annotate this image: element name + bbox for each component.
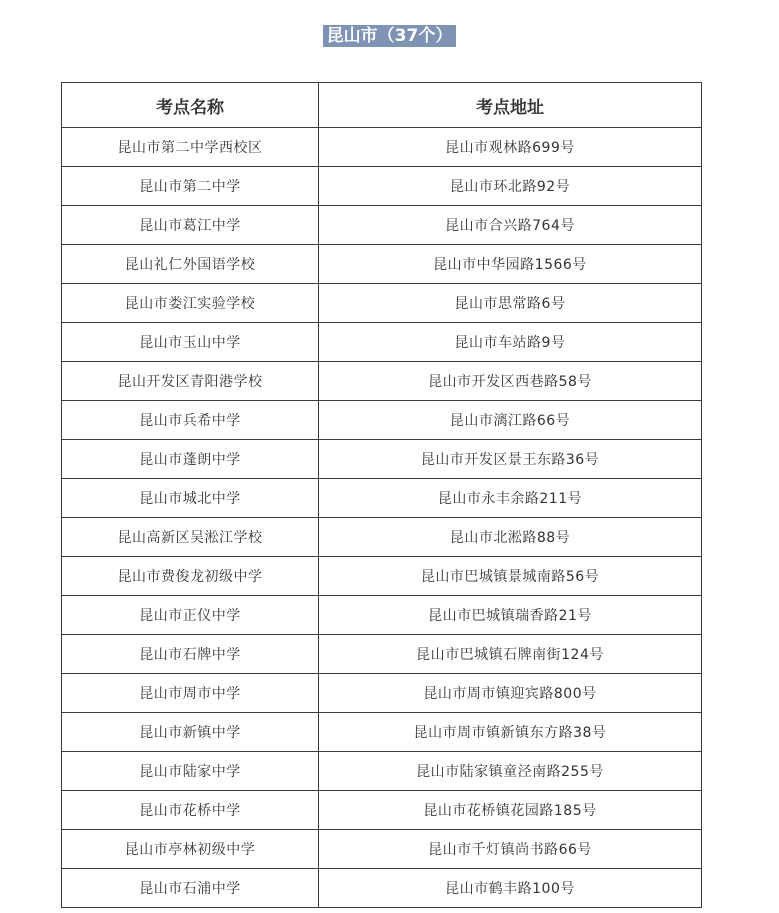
site-address-cell: 昆山市车站路9号 [319, 323, 702, 362]
page-title: 昆山市（37个） [323, 25, 457, 47]
site-address-cell: 昆山市巴城镇景城南路56号 [319, 557, 702, 596]
site-name-cell: 昆山市正仪中学 [62, 596, 319, 635]
site-address-cell: 昆山市思常路6号 [319, 284, 702, 323]
table-row [62, 830, 702, 869]
table-row [62, 284, 702, 323]
table-row [62, 323, 702, 362]
table-row [62, 791, 702, 830]
table-row [62, 167, 702, 206]
table-row [62, 518, 702, 557]
site-address-cell: 昆山市周市镇新镇东方路38号 [319, 713, 702, 752]
site-address-cell: 昆山市观林路699号 [319, 128, 702, 167]
table-row [62, 713, 702, 752]
header-site-name: 考点名称 [62, 83, 319, 128]
site-name-cell: 昆山市亭林初级中学 [62, 830, 319, 869]
site-name-cell: 昆山市娄江实验学校 [62, 284, 319, 323]
table-row [62, 206, 702, 245]
site-name-cell: 昆山市石牌中学 [62, 635, 319, 674]
site-address-cell: 昆山市环北路92号 [319, 167, 702, 206]
site-name-cell: 昆山市第二中学西校区 [62, 128, 319, 167]
site-address-cell: 昆山市开发区景王东路36号 [319, 440, 702, 479]
site-address-cell: 昆山市花桥镇花园路185号 [319, 791, 702, 830]
site-name-cell: 昆山开发区青阳港学校 [62, 362, 319, 401]
table-header-row [62, 83, 702, 128]
title-container [0, 25, 779, 47]
site-name-cell: 昆山市葛江中学 [62, 206, 319, 245]
table-row [62, 557, 702, 596]
site-name-cell: 昆山市城北中学 [62, 479, 319, 518]
site-name-cell: 昆山市兵希中学 [62, 401, 319, 440]
header-site-address: 考点地址 [319, 83, 702, 128]
site-name-cell: 昆山市花桥中学 [62, 791, 319, 830]
site-name-cell: 昆山市蓬朗中学 [62, 440, 319, 479]
site-address-cell: 昆山市巴城镇瑞香路21号 [319, 596, 702, 635]
site-address-cell: 昆山市永丰余路211号 [319, 479, 702, 518]
site-name-cell: 昆山市玉山中学 [62, 323, 319, 362]
table-row [62, 674, 702, 713]
site-address-cell: 昆山市开发区西巷路58号 [319, 362, 702, 401]
site-name-cell: 昆山市陆家中学 [62, 752, 319, 791]
site-name-cell: 昆山市周市中学 [62, 674, 319, 713]
site-name-cell: 昆山高新区吴淞江学校 [62, 518, 319, 557]
table-row [62, 245, 702, 284]
site-address-cell: 昆山市陆家镇童泾南路255号 [319, 752, 702, 791]
table-row [62, 869, 702, 908]
site-address-cell: 昆山市千灯镇尚书路66号 [319, 830, 702, 869]
table-row [62, 596, 702, 635]
site-name-cell: 昆山市费俊龙初级中学 [62, 557, 319, 596]
table-row [62, 479, 702, 518]
site-address-cell: 昆山市中华园路1566号 [319, 245, 702, 284]
table-row [62, 752, 702, 791]
table-row [62, 440, 702, 479]
site-name-cell: 昆山市石浦中学 [62, 869, 319, 908]
site-name-cell: 昆山礼仁外国语学校 [62, 245, 319, 284]
table-row [62, 635, 702, 674]
site-name-cell: 昆山市新镇中学 [62, 713, 319, 752]
site-address-cell: 昆山市合兴路764号 [319, 206, 702, 245]
table-row [62, 128, 702, 167]
site-address-cell: 昆山市北淞路88号 [319, 518, 702, 557]
table-row [62, 362, 702, 401]
site-address-cell: 昆山市漓江路66号 [319, 401, 702, 440]
exam-site-table [61, 82, 702, 908]
site-address-cell: 昆山市鹤丰路100号 [319, 869, 702, 908]
site-address-cell: 昆山市周市镇迎宾路800号 [319, 674, 702, 713]
site-address-cell: 昆山市巴城镇石牌南街124号 [319, 635, 702, 674]
site-name-cell: 昆山市第二中学 [62, 167, 319, 206]
table-row [62, 401, 702, 440]
